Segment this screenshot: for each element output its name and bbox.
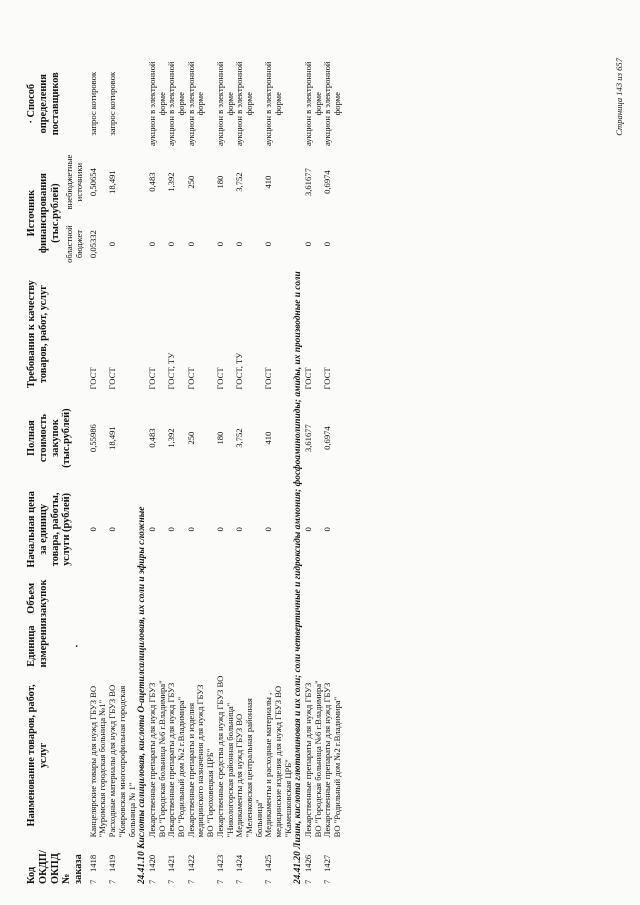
cell-total-cost: 3,61677	[303, 424, 314, 453]
cell-total-cost: 0,6974	[322, 426, 333, 450]
cell-total-cost: 410	[263, 431, 274, 445]
cell-name: Лекарственные средства для нужд ГБУЗ ВО "Никологорская районная больница"	[214, 675, 235, 838]
cell-requirements: ГОСТ	[322, 367, 333, 390]
header-funding-regional: областной бюджет	[64, 225, 84, 263]
procurement-table	[26, 57, 343, 887]
cell-requirements: ГОСТ	[107, 367, 118, 390]
cell-funding-regional: 0	[322, 241, 333, 247]
cell-volume	[89, 575, 108, 622]
cell-funding	[187, 150, 216, 275]
cell-unit-price: 0	[146, 527, 157, 532]
cell-funding-regional: 0	[185, 241, 196, 247]
cell-funding	[235, 150, 264, 275]
cell-code	[89, 840, 108, 887]
cell-requirements: ГОСТ, ТУ	[234, 352, 245, 390]
cell-total-cost: 1,392	[166, 428, 177, 448]
cell-volume	[264, 575, 293, 622]
header-code: Код ОКДП/ ОКПД № заказа	[26, 850, 84, 884]
table-row	[187, 57, 216, 887]
cell-code	[264, 840, 293, 887]
cell-total-cost: 0,55986	[87, 424, 98, 453]
cell-funding-regional: 0	[107, 241, 118, 247]
cell-code	[216, 840, 235, 887]
cell-name: Лекарственные препараты для нужд ГБУЗ ВО "Городская больница №6 г.Владимира"	[303, 680, 323, 838]
cell-unit-price: 0	[185, 527, 196, 532]
cell-unit	[167, 622, 186, 671]
cell-funding-regional: 0	[234, 241, 245, 247]
code-prefix: 7	[146, 879, 157, 884]
cell-name: Расходные материалы для нужд ГБУЗ ВО "Ковровская многопрофильная городская больница № 1"	[107, 684, 137, 838]
cell-unit	[216, 622, 235, 671]
header-unit-mark: ·	[71, 644, 83, 648]
cell-method: аукцион в электронной форме	[303, 61, 323, 147]
cell-volume	[235, 575, 264, 622]
cell-volume	[304, 575, 323, 622]
code-prefix: 7	[322, 879, 333, 884]
cell-funding	[264, 150, 293, 275]
cell-unit-price: 0	[87, 527, 98, 532]
header-method: · Способ определения поставщиков	[26, 72, 61, 136]
table-row	[323, 57, 342, 887]
header-requirements: Требования к качеству товаров, работ, услуг	[26, 280, 49, 389]
cell-volume	[216, 575, 235, 622]
cell-volume	[167, 575, 186, 622]
cell-unit	[235, 622, 264, 671]
cell-funding-regional: 0	[166, 241, 177, 247]
cell-funding	[108, 150, 137, 275]
code-prefix: 7	[107, 879, 118, 884]
cell-volume	[108, 575, 137, 622]
code-prefix: 7	[166, 879, 177, 884]
table-row	[148, 57, 167, 887]
code-prefix: 7	[303, 879, 314, 884]
cell-code	[235, 840, 264, 887]
cell-unit	[108, 622, 137, 671]
cell-unit	[323, 622, 342, 671]
cell-funding-offbudget: 0,483	[146, 172, 157, 192]
cell-volume	[323, 575, 342, 622]
cell-name: Канцелярские товары для нужд ГБУЗ ВО "Муромская городская больница №1"	[87, 685, 108, 838]
code-prefix: 7	[214, 879, 225, 884]
cell-requirements: ГОСТ	[185, 367, 196, 390]
header-name: Наименование товаров, работ, услуг	[26, 684, 49, 827]
order-number: 1425	[263, 854, 274, 872]
cell-method: запрос котировок	[87, 71, 98, 136]
cell-funding-regional: 0,05332	[87, 230, 98, 259]
header-volume: Объем закупок	[26, 579, 49, 618]
header-unit-title: Единица измерения	[26, 617, 49, 668]
cell-unit-price: 0	[214, 527, 225, 532]
cell-funding-offbudget: 180	[214, 175, 225, 189]
cell-total-cost: 3,752	[234, 428, 245, 448]
cell-funding	[323, 150, 342, 275]
cell-code	[323, 840, 342, 887]
cell-unit-price: 0	[263, 527, 274, 532]
table-header-row	[26, 57, 89, 887]
cell-total-cost: 18,491	[107, 426, 118, 450]
cell-unit	[304, 622, 323, 671]
cell-method: аукцион в электронной форме	[214, 61, 235, 147]
order-number: 1426	[303, 854, 314, 872]
cell-funding-offbudget: 0,50654	[87, 168, 98, 197]
cell-funding-offbudget: 18,491	[107, 170, 118, 194]
cell-unit	[148, 622, 167, 671]
cell-funding-offbudget: 250	[185, 175, 196, 189]
cell-funding-offbudget: 3,752	[234, 172, 245, 192]
page-number: Страница 143 из 657	[614, 58, 624, 136]
cell-funding-regional: 0	[214, 241, 225, 247]
cell-funding	[216, 150, 235, 275]
order-number: 1427	[322, 854, 333, 872]
cell-unit-price: 0	[166, 527, 177, 532]
cell-requirements: ГОСТ	[87, 367, 98, 390]
table-row	[264, 57, 293, 887]
cell-name: Лекарственные препараты для нужд ГБУЗ ВО "Родильный дом №2 г.Владимира"	[166, 682, 186, 838]
cell-unit	[264, 622, 293, 671]
order-number: 1419	[107, 854, 118, 872]
cell-volume	[187, 575, 216, 622]
cell-unit	[89, 622, 108, 671]
cell-funding-offbudget: 0,6974	[322, 170, 333, 194]
code-prefix: 7	[87, 879, 98, 884]
code-prefix: 7	[263, 879, 274, 884]
cell-funding-offbudget: 410	[263, 175, 274, 189]
header-funding-title: Источник финансирования (тыс.рублей)	[26, 173, 61, 254]
cell-name: Медикаменты для нужд ГБУЗ ВО "Меленковская центральная районная больница"	[234, 698, 264, 838]
cell-funding-regional: 0	[263, 241, 274, 247]
cell-funding-regional: 0	[146, 241, 157, 247]
header-funding-offbudget: внебюджетные источники	[64, 154, 84, 210]
cell-funding-offbudget: 1,392	[166, 172, 177, 192]
order-number: 1418	[87, 854, 98, 872]
table-row	[216, 57, 235, 887]
cell-requirements: ГОСТ, ТУ	[166, 352, 177, 390]
cell-unit	[187, 622, 216, 671]
cell-requirements: ГОСТ	[214, 367, 225, 390]
table-row	[304, 57, 323, 887]
cell-name: Лекарственные препараты для нужд ГБУЗ ВО "Городская больница №6 г.Владимира"	[146, 680, 167, 838]
cell-unit-price: 0	[303, 527, 314, 532]
cell-requirements: ГОСТ	[263, 367, 274, 390]
order-number: 1422	[185, 854, 196, 872]
cell-funding	[167, 150, 186, 275]
cell-name: Лекарственные препараты и изделия медицинского назначения для нужд ГБУЗ ВО "Гороховецкая ЦРБ"	[185, 684, 216, 838]
code-prefix: 7	[234, 879, 245, 884]
cell-name: Лекарственные препараты для нужд ГБУЗ ВО "Родильный дом №2 г.Владимира"	[322, 682, 343, 838]
cell-volume	[148, 575, 167, 622]
cell-method: аукцион в электронной форме	[263, 61, 284, 147]
cell-name: Медикаменты и расходные материалы , медицинские изделия для нужд ГБУЗ ВО "Камешковская ЦРБ"	[263, 685, 293, 838]
cell-funding-offbudget: 3,61677	[303, 168, 314, 197]
cell-method: аукцион в электронной форме	[322, 61, 343, 147]
cell-method: аукцион в электронной форме	[146, 61, 167, 147]
cell-method: аукцион в электронной форме	[234, 61, 254, 147]
table-body	[89, 57, 343, 887]
cell-code	[108, 840, 137, 887]
cell-requirements: ГОСТ	[303, 367, 314, 390]
cell-funding-regional: 0	[303, 241, 314, 247]
cell-funding	[89, 150, 108, 275]
cell-unit-price: 0	[322, 527, 333, 532]
header-funding	[26, 150, 89, 275]
cell-total-cost: 250	[185, 431, 196, 445]
cell-funding	[304, 150, 323, 275]
order-number: 1420	[146, 854, 157, 872]
cell-unit-price: 0	[107, 527, 118, 532]
cell-total-cost: 0,483	[146, 428, 157, 448]
cell-total-cost: 180	[214, 431, 225, 445]
code-prefix: 7	[185, 879, 196, 884]
table-row	[89, 57, 108, 887]
header-unit-price: Начальная цена за единицу товара, работы, услуги (рублей)	[26, 491, 73, 568]
header-unit	[26, 617, 89, 671]
cell-code	[167, 840, 186, 887]
cell-funding	[148, 150, 167, 275]
cell-method: запрос котировок	[107, 71, 118, 136]
cell-unit-price: 0	[234, 527, 245, 532]
order-number: 1424	[234, 854, 245, 872]
table-row	[235, 57, 264, 887]
cell-method: аукцион в электронной форме	[166, 61, 186, 147]
cell-code	[187, 840, 216, 887]
cell-requirements: ГОСТ	[146, 367, 157, 390]
table-row	[108, 57, 137, 887]
order-number: 1423	[214, 854, 225, 872]
table-row	[167, 57, 186, 887]
cell-code	[304, 840, 323, 887]
cell-code	[148, 840, 167, 887]
order-number: 1421	[166, 854, 177, 872]
cell-method: аукцион в электронной форме	[185, 61, 206, 147]
section-title: 24.41.10 Кислоты салициловая, кислота О-ацетилсалициловая, их соли и эфиры сложные	[137, 506, 148, 884]
section-title: 24.41.20 Лизин, кислота глютаминовая и их соли; соли четвертичные и гидроксиды аммония; фосфоаминолипиды; амиды, их производные и соли	[293, 271, 304, 884]
header-total-cost: Полная стоимость закупок (тыс.рублей)	[26, 408, 73, 468]
